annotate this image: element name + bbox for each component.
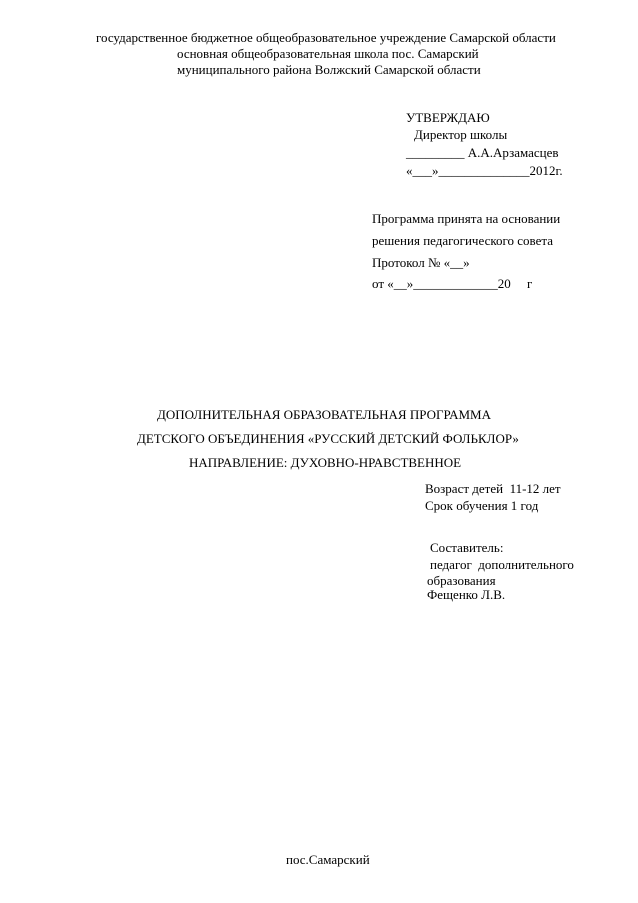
approval-position: Директор школы (414, 127, 508, 142)
header-line-3: муниципального района Волжский Самарской области (177, 62, 481, 77)
author-name: Фещенко Л.В. (427, 587, 506, 602)
author-role-2: образования (427, 573, 496, 588)
author-role-1: педагог дополнительного (430, 557, 574, 572)
header-line-1: государственное бюджетное общеобразовательное учреждение Самарской области (96, 30, 556, 45)
council-line-2: решения педагогического совета (372, 233, 553, 248)
approval-signature: _________ А.А.Арзамасцев (406, 145, 559, 160)
council-line-3: Протокол № «__» (372, 255, 470, 270)
program-direction: НАПРАВЛЕНИЕ: ДУХОВНО-НРАВСТВЕННОЕ (189, 455, 462, 470)
program-title-line-1: ДОПОЛНИТЕЛЬНАЯ ОБРАЗОВАТЕЛЬНАЯ ПРОГРАММА (157, 407, 491, 422)
header-line-2: основная общеобразовательная школа пос. Самарский (177, 46, 479, 61)
program-title-line-2: ДЕТСКОГО ОБЪЕДИНЕНИЯ «РУССКИЙ ДЕТСКИЙ ФОЛЬКЛОР» (137, 431, 519, 446)
author-label: Составитель: (430, 540, 504, 555)
approval-date: «___»______________2012г. (406, 163, 563, 178)
duration-info: Срок обучения 1 год (425, 498, 539, 513)
council-line-1: Программа принята на основании (372, 211, 561, 226)
council-line-4: от «__»_____________20 г (372, 276, 533, 291)
age-info: Возраст детей 11-12 лет (425, 481, 561, 496)
approval-title: УТВЕРЖДАЮ (406, 110, 490, 125)
footer-place: пос.Самарский (286, 852, 370, 867)
